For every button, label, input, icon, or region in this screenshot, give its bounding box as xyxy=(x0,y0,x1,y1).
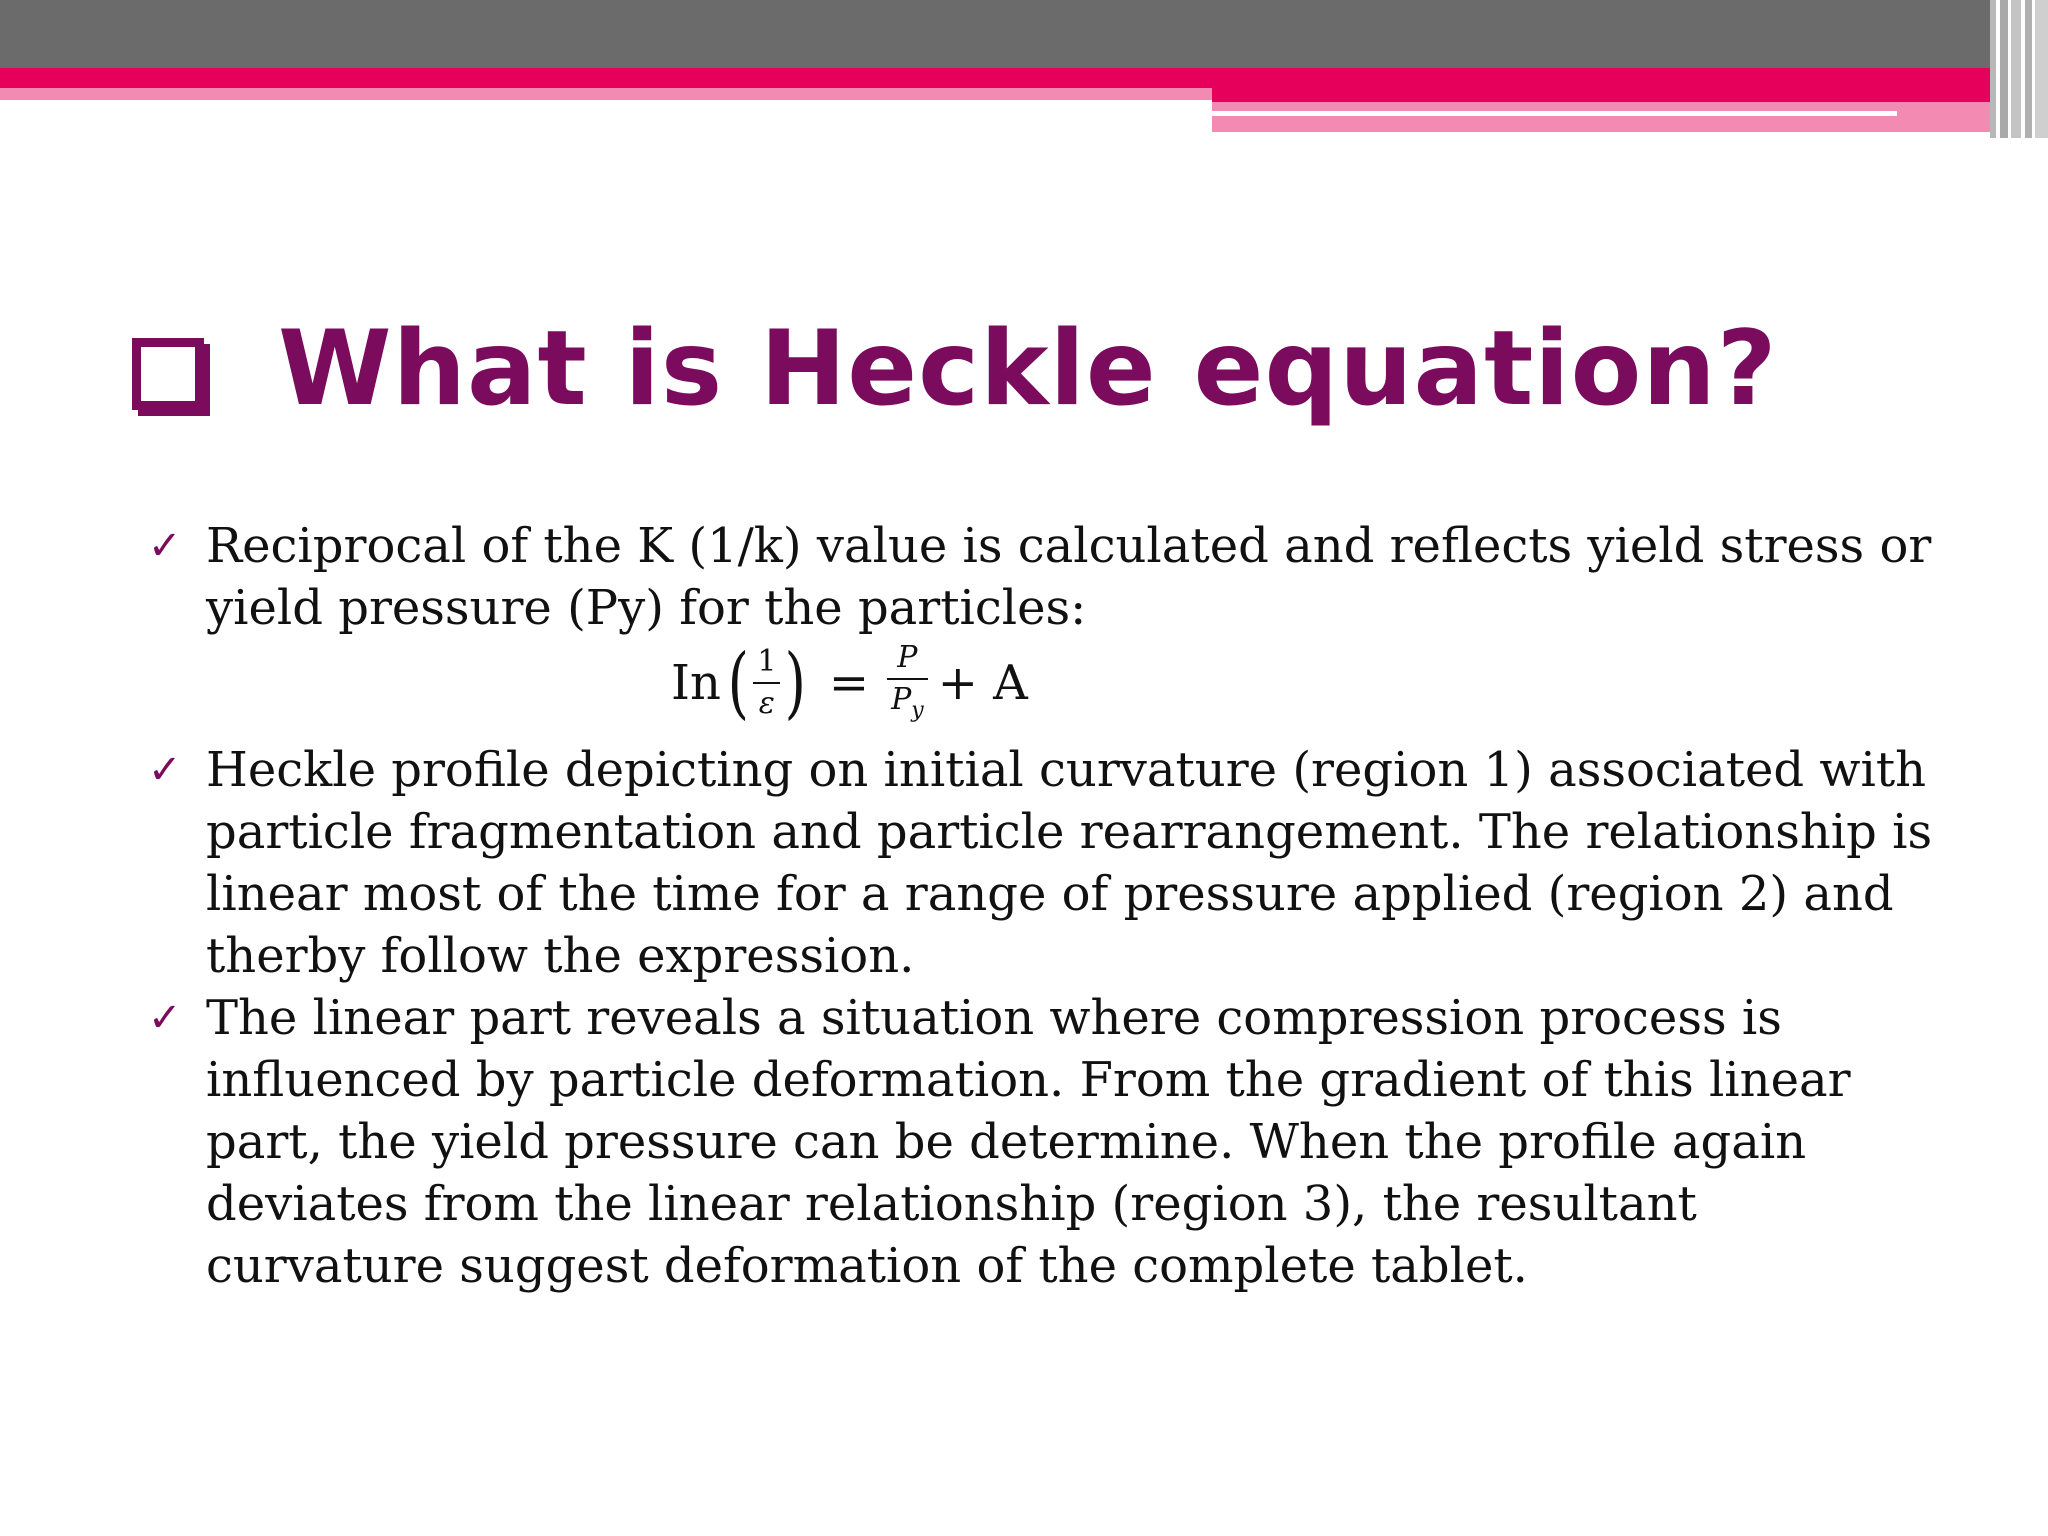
header-white-line xyxy=(1212,111,1897,116)
bullet-text: Reciprocal of the K (1/k) value is calculated and reflects yield stress or yield pressure (Py) for the particles: xyxy=(206,518,1932,636)
heckle-formula xyxy=(148,639,1948,739)
formula-plus-constant: + A xyxy=(937,654,1028,711)
bullet-item xyxy=(148,515,1948,639)
header-pink-bar xyxy=(0,68,1990,88)
bullet-text: The linear part reveals a situation where compression process is influenced by particle deformation. From the gradient of this linear part, the yield pressure can be determine. When the profile again deviates from the linear relationship (region 3), the resultant curvature suggest deformation of the complete tablet. xyxy=(206,990,1851,1294)
header-vertical-stripes xyxy=(1990,0,2048,138)
formula-fraction-2 xyxy=(887,640,928,723)
bullet-item xyxy=(148,987,1948,1297)
title-text: What is Heckle equation? xyxy=(278,309,1778,429)
formula-left-paren: ( xyxy=(727,637,749,728)
header-pink-bar-right xyxy=(1212,88,1990,102)
fraction-2-numerator: P xyxy=(897,640,918,675)
fraction-2-subscript: y xyxy=(911,698,924,723)
formula-fraction-1 xyxy=(753,643,780,721)
header-gray-bar xyxy=(0,0,2048,68)
fraction-2-denominator: $P_y$ xyxy=(891,682,924,723)
checkmark-icon: ✓ xyxy=(148,523,182,569)
bullet-item xyxy=(148,739,1948,987)
checkmark-icon: ✓ xyxy=(148,995,182,1041)
fraction-1-denominator: ε xyxy=(758,685,775,721)
checkbox-square-icon xyxy=(132,338,204,410)
checkmark-icon: ✓ xyxy=(148,747,182,793)
formula-equals: = xyxy=(828,654,870,711)
formula-right-paren: ) xyxy=(784,637,807,728)
bullet-list xyxy=(148,515,1948,1297)
formula-function: In xyxy=(671,654,721,711)
bullet-text: Heckle profile depicting on initial curvature (region 1) associated with particle fragmentation and particle rearrangement. The relationship is linear most of the time for a range of pressure applied (region 2) and therby follow the expression. xyxy=(206,742,1933,984)
slide-title xyxy=(132,309,1778,429)
header-light-pink-bar-right xyxy=(1212,102,1990,132)
header-light-pink-bar-left xyxy=(0,88,1212,100)
fraction-1-numerator: 1 xyxy=(757,643,777,679)
